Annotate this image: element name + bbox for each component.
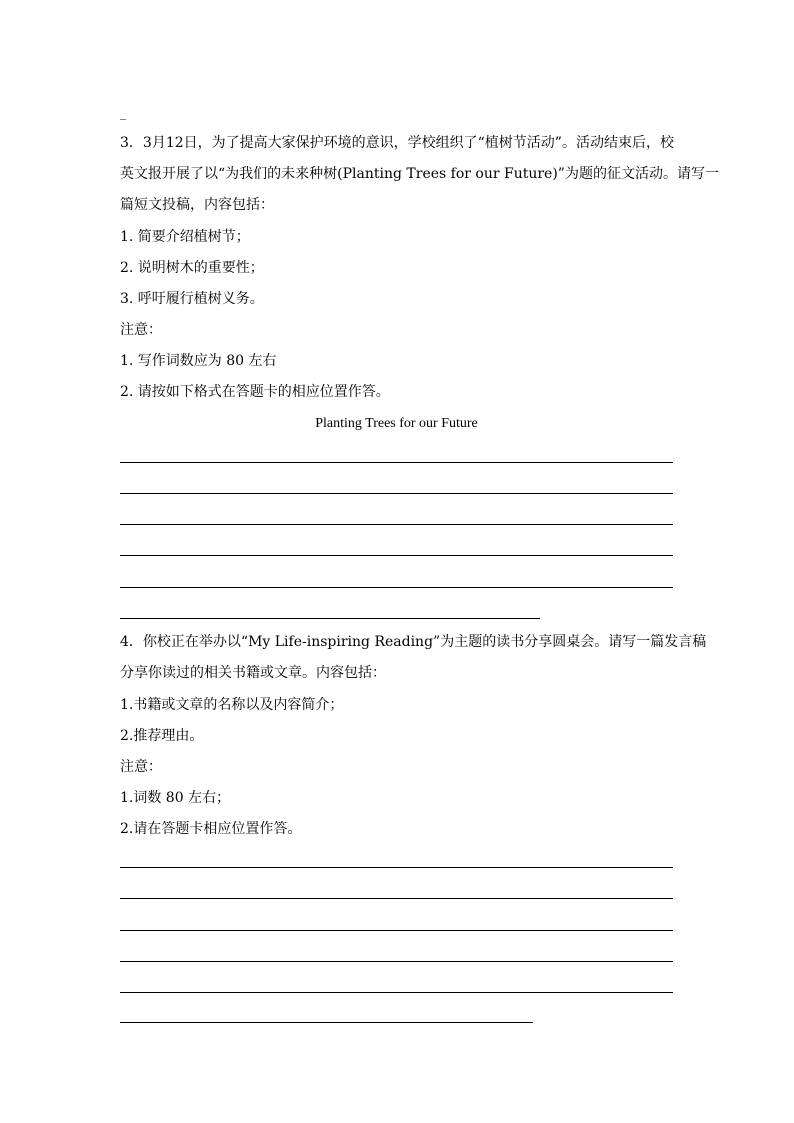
q4-note-2: 2.请在答题卡相应位置作答。 bbox=[120, 821, 302, 837]
q3-essay-title: Planting Trees for our Future bbox=[315, 416, 478, 431]
q3-writing-line bbox=[120, 524, 673, 525]
q3-writing-line bbox=[120, 555, 673, 556]
q4-writing-line bbox=[120, 992, 673, 993]
q3-writing-line bbox=[120, 462, 673, 463]
q4-writing-line bbox=[120, 898, 673, 899]
q3-note-2: 2. 请按如下格式在答题卡的相应位置作答。 bbox=[120, 384, 390, 400]
q3-note-1: 1. 写作词数应为 80 左右 bbox=[120, 353, 277, 369]
q3-writing-line-last bbox=[120, 618, 540, 619]
q4-writing-line-last bbox=[120, 1022, 533, 1023]
q4-note-label: 注意： bbox=[120, 759, 162, 775]
q3-content-item-2: 2. 说明树木的重要性； bbox=[120, 260, 264, 276]
q4-content-item-2: 2.推荐理由。 bbox=[120, 728, 204, 744]
q3-prompt-line-3: 篇短文投稿，内容包括： bbox=[120, 197, 274, 213]
q4-writing-line bbox=[120, 930, 673, 931]
q4-note-1: 1.词数 80 左右； bbox=[120, 790, 231, 806]
q4-writing-line bbox=[120, 961, 673, 962]
page-stub-mark: _ bbox=[120, 106, 126, 120]
q4-content-item-1: 1.书籍或文章的名称以及内容简介； bbox=[120, 697, 344, 713]
q3-writing-line bbox=[120, 587, 673, 588]
q3-content-item-1: 1. 简要介绍植树节； bbox=[120, 229, 250, 245]
q4-prompt-line-2: 分享你读过的相关书籍或文章。内容包括： bbox=[120, 665, 386, 681]
q4-prompt-line-1: 4．你校正在举办以“My Life-inspiring Reading”为主题的读书分享圆桌会。请写一篇发言稿 bbox=[120, 634, 707, 650]
q3-writing-line bbox=[120, 493, 673, 494]
q3-content-item-3: 3. 呼吁履行植树义务。 bbox=[120, 291, 264, 307]
q4-writing-line bbox=[120, 867, 673, 868]
q3-note-label: 注意： bbox=[120, 322, 162, 338]
q3-prompt-line-1: 3．3月12日，为了提高大家保护环境的意识，学校组织了“植树节活动”。活动结束后，校 bbox=[120, 135, 674, 151]
q3-prompt-line-2: 英文报开展了以“为我们的未来种树(Planting Trees for our Future)”为题的征文活动。请写一 bbox=[120, 166, 719, 182]
